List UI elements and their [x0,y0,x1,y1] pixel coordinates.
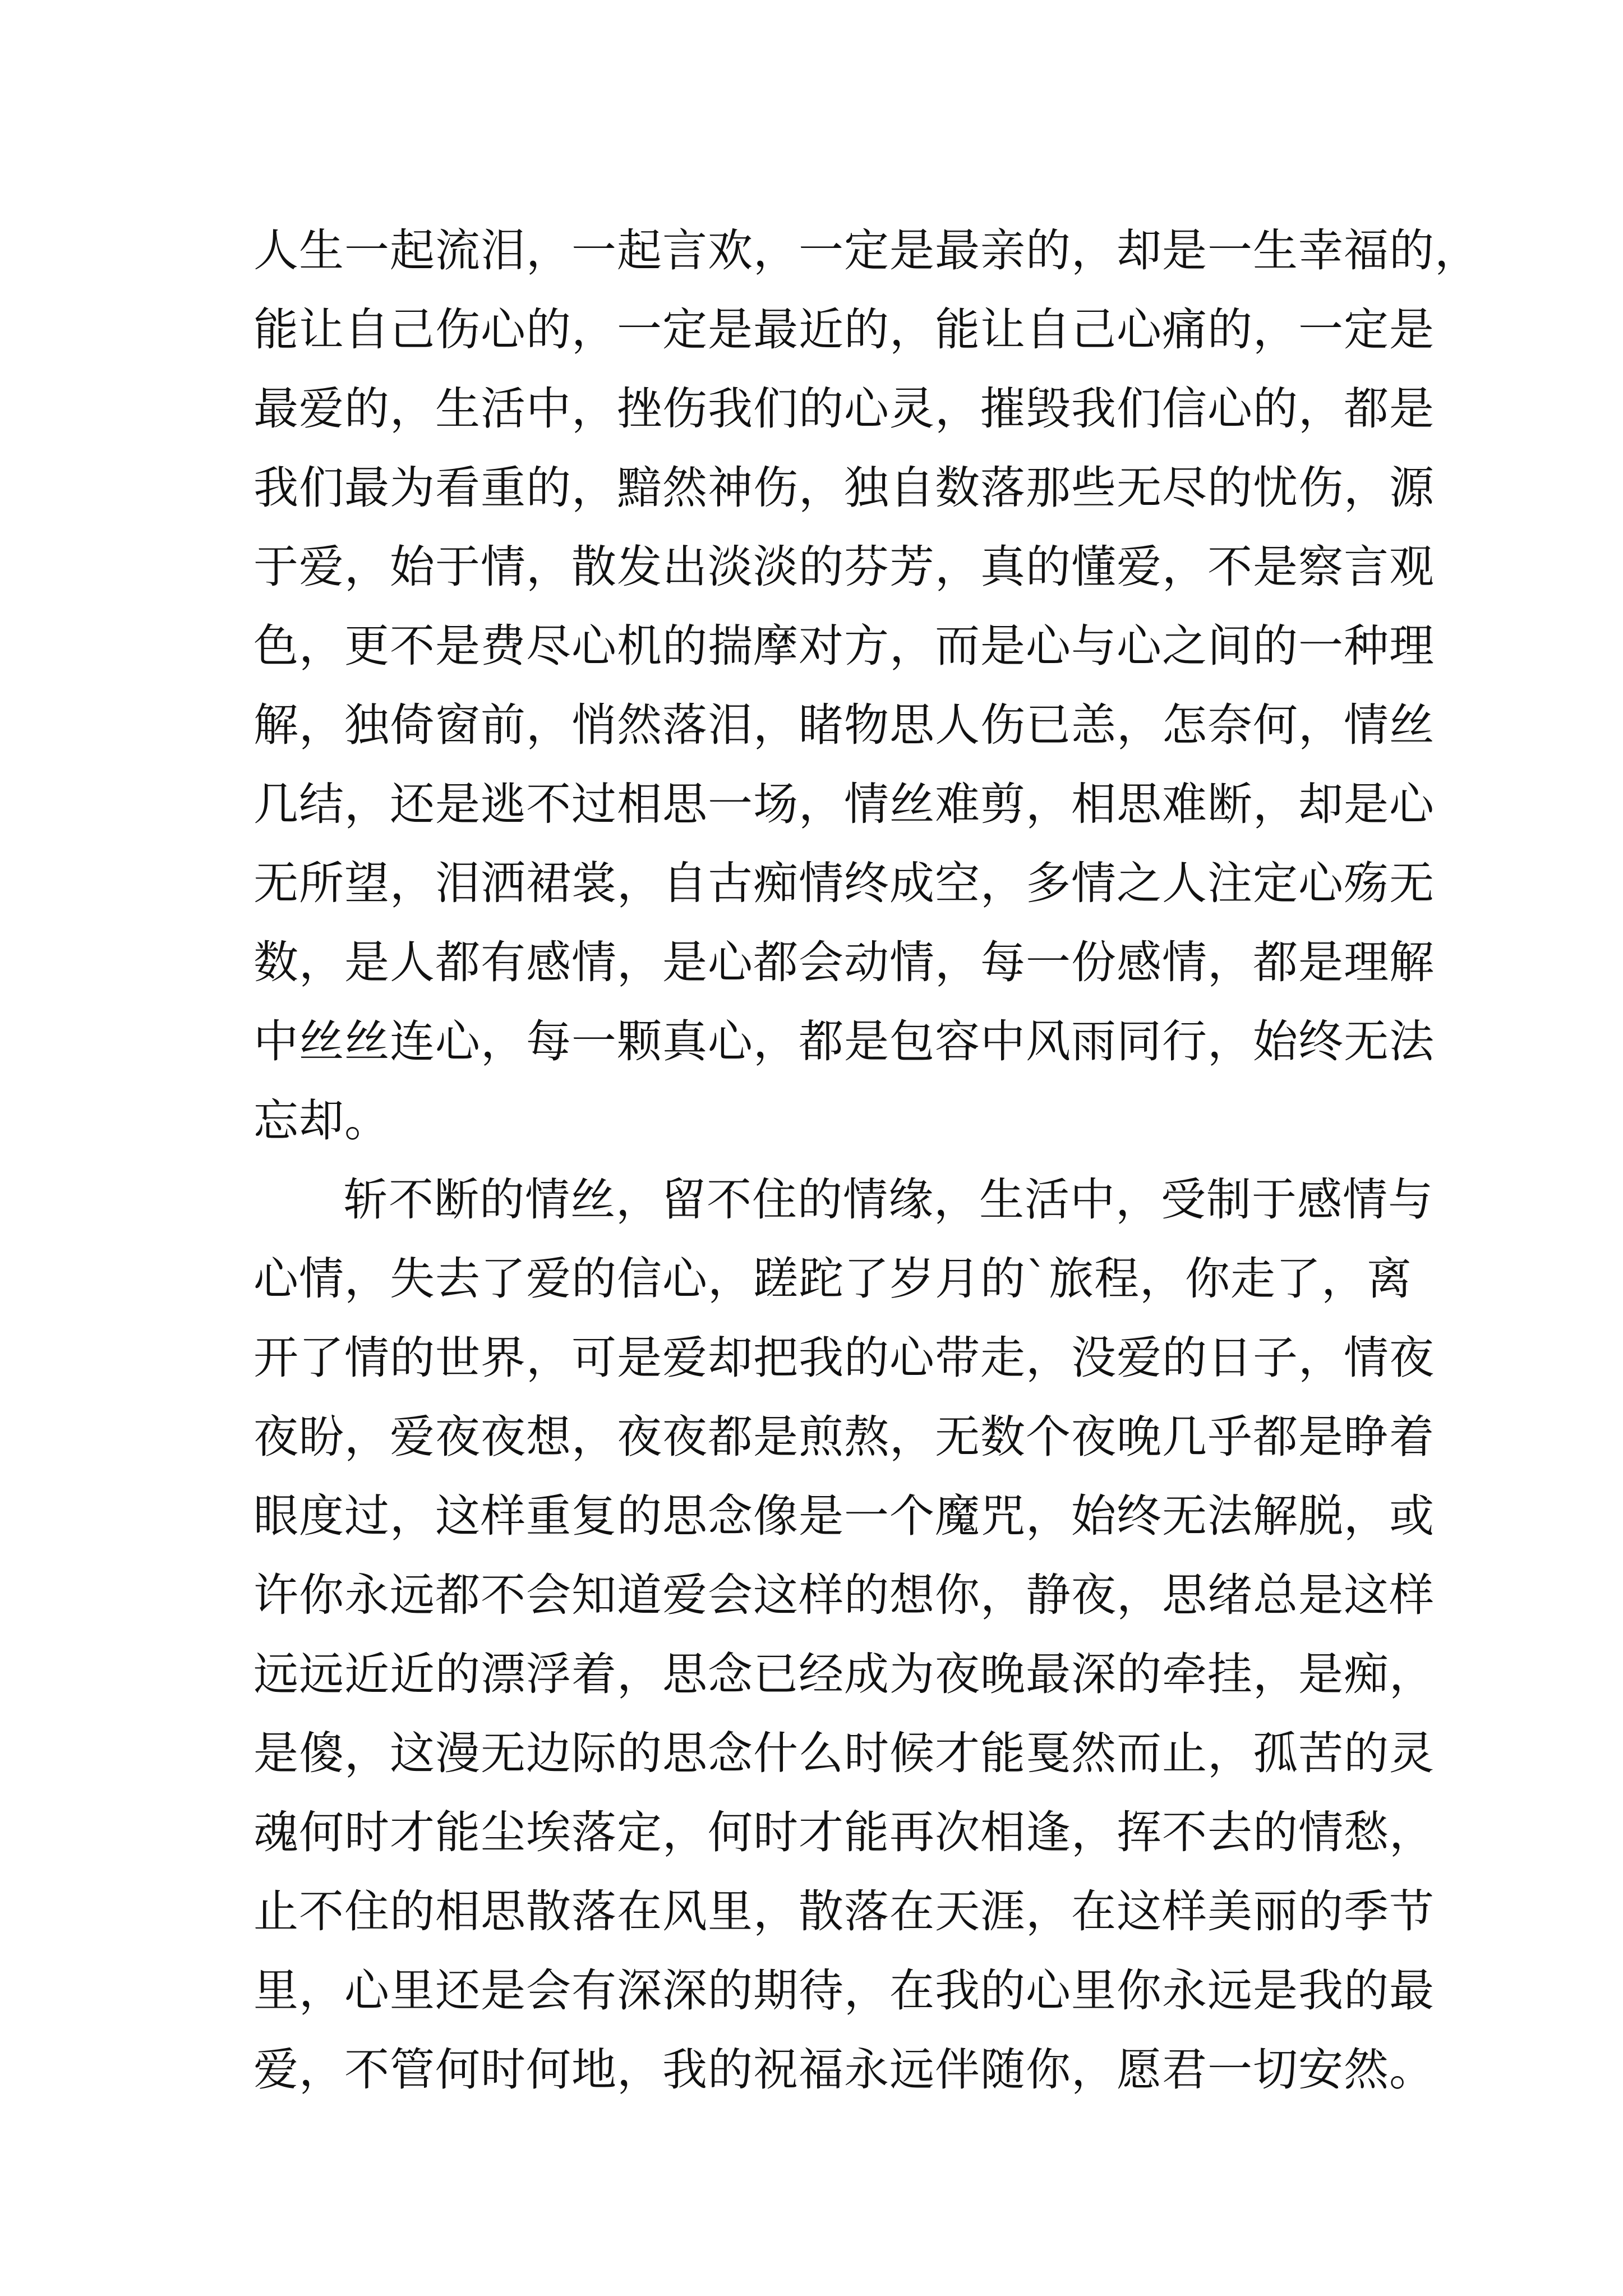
text-line: 远远近近的漂浮着，思念已经成为夜晚最深的牵挂，是痴， [253,1648,1435,1700]
text-line: 是傻，这漫无边际的思念什么时候才能戛然而止，孤苦的灵 [253,1727,1435,1779]
text-line: 于爱，始于情，散发出淡淡的芬芳，真的懂爱，不是察言观 [253,541,1435,593]
text-line: 爱，不管何时何地，我的祝福永远伴随你，愿君一切安然。 [253,2044,1435,2096]
text-line: 忘却。 [253,1094,390,1147]
text-line: 眼度过，这样重复的思念像是一个魔咒，始终无法解脱，或 [253,1490,1435,1542]
text-line: 几结，还是逃不过相思一场，情丝难剪，相思难断，却是心 [253,778,1435,830]
text-line: 开了情的世界，可是爱却把我的心带走，没爱的日子，情夜 [253,1332,1435,1384]
text-line: 解，独倚窗前，悄然落泪，睹物思人伤已恙，怎奈何，情丝 [253,699,1435,751]
text-line: 心情，失去了爱的信心，蹉跎了岁月的`旅程，你走了，离 [253,1253,1412,1305]
text-line: 夜盼，爱夜夜想，夜夜都是煎熬，无数个夜晚几乎都是睁着 [253,1411,1435,1463]
text-line: 人生一起流泪，一起言欢，一定是最亲的，却是一生幸福的， [253,224,1480,277]
document-body [253,211,1480,2109]
text-line: 最爱的，生活中，挫伤我们的心灵，摧毁我们信心的，都是 [253,383,1435,435]
text-line: 魂何时才能尘埃落定，何时才能再次相逢，挥不去的情愁， [253,1806,1435,1858]
text-line: 许你永远都不会知道爱会这样的想你，静夜，思绪总是这样 [253,1569,1435,1621]
text-line: 能让自己伤心的，一定是最近的，能让自己心痛的，一定是 [253,303,1435,356]
text-line: 数，是人都有感情，是心都会动情，每一份感情，都是理解 [253,936,1435,988]
text-line-indented: 斩不断的情丝，留不住的情缘，生活中，受制于感情与 [343,1174,1433,1226]
text-line: 我们最为看重的，黯然神伤，独自数落那些无尽的忧伤，源 [253,462,1435,514]
paragraph-1 [253,211,1480,1160]
text-line: 中丝丝连心，每一颗真心，都是包容中风雨同行，始终无法 [253,1015,1435,1068]
text-line: 色，更不是费尽心机的揣摩对方，而是心与心之间的一种理 [253,620,1435,672]
paragraph-2 [253,1160,1435,2109]
text-line: 止不住的相思散落在风里，散落在天涯，在这样美丽的季节 [253,1885,1435,1938]
text-line: 无所望，泪洒裙裳，自古痴情终成空，多情之人注定心殇无 [253,857,1435,909]
text-line: 里，心里还是会有深深的期待，在我的心里你永远是我的最 [253,1964,1435,2017]
